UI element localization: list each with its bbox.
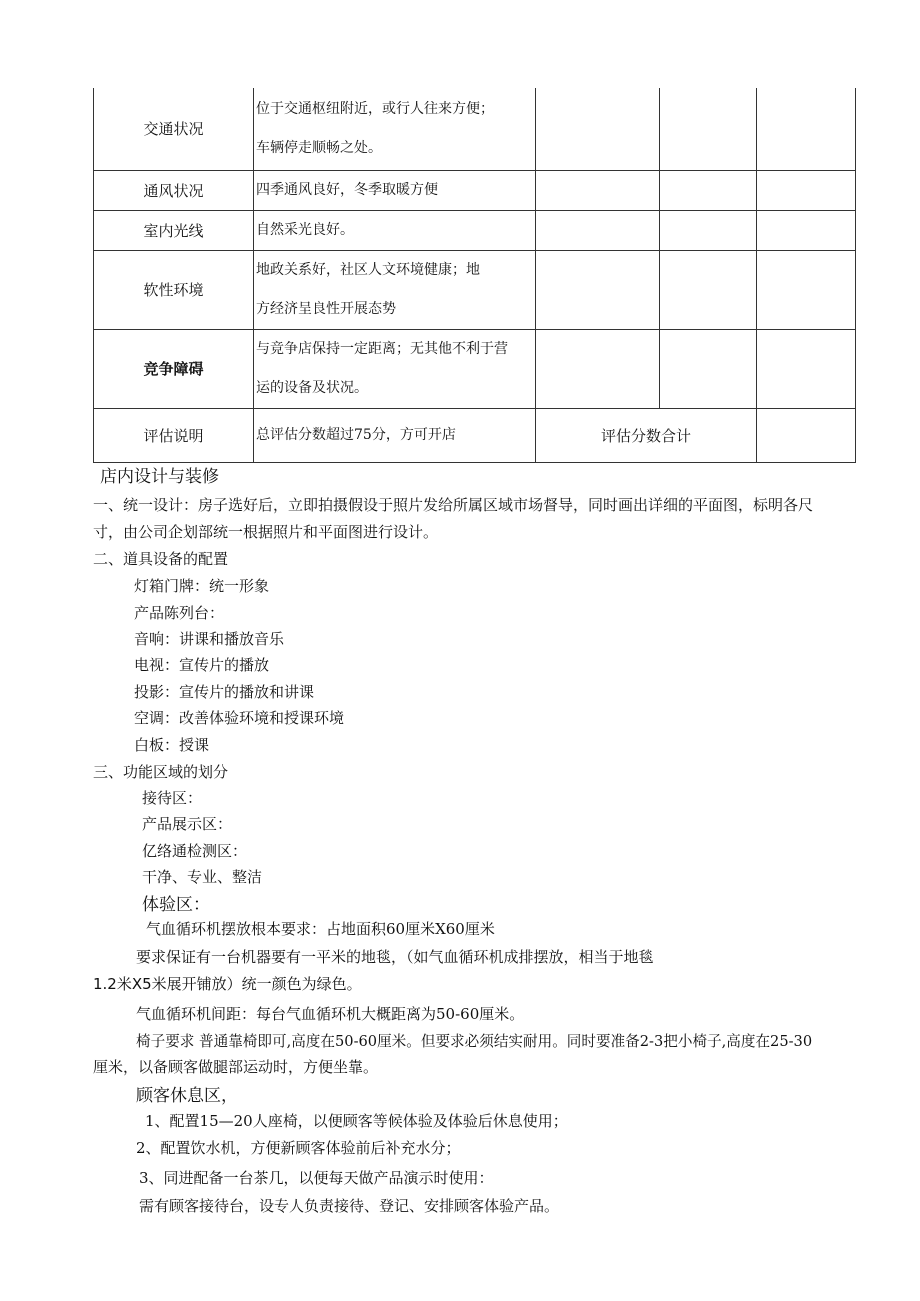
table-row <box>94 329 856 408</box>
table-row <box>94 408 856 462</box>
score-cell <box>660 329 757 408</box>
desc-line: 与竞争店保持一定距离；无其他不利于营 <box>256 340 508 357</box>
table-row <box>94 250 856 329</box>
section-heading: 店内设计与装修 <box>100 467 219 487</box>
row-desc-traffic <box>254 88 536 170</box>
score-cell <box>757 210 856 250</box>
total-score-label: 评估分数合计 <box>536 408 757 462</box>
row-label-soft-environment: 软性环境 <box>94 250 254 329</box>
equipment-item: 产品陈列台： <box>134 604 225 622</box>
table-row <box>94 170 856 210</box>
paragraph-line: 寸，由公司企划部统一根据照片和平面图进行设计。 <box>93 523 439 541</box>
row-label-competition: 竞争障碍 <box>94 329 254 408</box>
equipment-item: 电视：宣传片的播放 <box>134 656 270 674</box>
equipment-item: 灯箱门牌：统一形象 <box>134 577 270 595</box>
score-cell <box>660 250 757 329</box>
equipment-item: 白板：授课 <box>134 736 210 754</box>
desc-line: 运的设备及状况。 <box>256 379 368 396</box>
paragraph-line: 一、统一设计：房子选好后，立即拍摄假设于照片发给所属区域市场督导，同时画出详细的平面图，标明各尺 <box>93 496 814 514</box>
row-desc-ventilation <box>254 170 536 210</box>
list-item: 3、同进配备一台茶几，以便每天做产品演示时使用： <box>139 1169 494 1187</box>
zone-item: 干净、专业、整洁 <box>142 868 263 886</box>
desc-line: 地政关系好，社区人文环境健康；地 <box>256 261 480 278</box>
score-cell <box>757 170 856 210</box>
equipment-item: 空调：改善体验环境和授课环境 <box>134 709 345 727</box>
row-desc-soft-environment <box>254 250 536 329</box>
desc-line: 四季通风良好，冬季取暖方便 <box>256 181 438 198</box>
section-title: 二、道具设备的配置 <box>93 550 229 568</box>
total-score-cell <box>757 408 856 462</box>
summary-label: 评估说明 <box>94 408 254 462</box>
row-label-ventilation: 通风状况 <box>94 170 254 210</box>
desc-line: 位于交通枢纽附近，或行人往来方便； <box>256 100 494 117</box>
zone-item: 产品展示区： <box>142 815 233 833</box>
score-cell <box>757 88 856 170</box>
paragraph-line: 气血循环机间距：每台气血循环机大概距离为50-60厘米。 <box>136 1005 525 1023</box>
zone-heading: 顾客休息区， <box>136 1086 238 1106</box>
list-item: 2、配置饮水机，方便新顾客体验前后补充水分； <box>136 1139 461 1157</box>
list-item: 1、配置15—20人座椅，以便顾客等候体验及体验后休息使用； <box>145 1112 568 1130</box>
equipment-item: 音响：讲课和播放音乐 <box>134 630 285 648</box>
table-row <box>94 88 856 170</box>
row-desc-lighting <box>254 210 536 250</box>
score-cell <box>660 170 757 210</box>
desc-line: 自然采光良好。 <box>256 221 354 238</box>
score-cell <box>536 210 660 250</box>
zone-item: 接待区： <box>142 789 203 807</box>
desc-line: 车辆停走顺畅之处。 <box>256 139 382 156</box>
score-cell <box>536 329 660 408</box>
section-title: 三、功能区域的划分 <box>93 763 229 781</box>
evaluation-table <box>93 88 856 463</box>
score-cell <box>757 250 856 329</box>
paragraph-line: 气血循环机摆放根本要求：占地面积60厘米X60厘米 <box>146 920 495 938</box>
score-cell <box>757 329 856 408</box>
equipment-item: 投影：宣传片的播放和讲课 <box>134 683 315 701</box>
zone-item: 亿络通检测区： <box>142 842 248 860</box>
row-label-traffic: 交通状况 <box>94 88 254 170</box>
paragraph-line: 需有顾客接待台，设专人负责接待、登记、安排顾客体验产品。 <box>139 1197 560 1215</box>
paragraph-line: 椅子要求 普通靠椅即可,高度在50-60厘米。但要求必须结实耐用。同时要准备2-3把小椅子,高度在25-30 <box>136 1033 813 1050</box>
score-cell <box>536 170 660 210</box>
zone-heading: 体验区： <box>142 895 210 915</box>
paragraph-line: 厘米，以备顾客做腿部运动时，方便坐靠。 <box>93 1058 379 1076</box>
row-desc-competition <box>254 329 536 408</box>
paragraph-line: 1.2米X5米展开铺放）统一颜色为绿色。 <box>93 975 362 993</box>
score-cell <box>660 210 757 250</box>
score-cell <box>660 88 757 170</box>
paragraph-line: 要求保证有一台机器要有一平米的地毯，（如气血循环机成排摆放，相当于地毯 <box>136 948 654 966</box>
row-label-lighting: 室内光线 <box>94 210 254 250</box>
score-cell <box>536 88 660 170</box>
table-row <box>94 210 856 250</box>
desc-line: 方经济呈良性开展态势 <box>256 300 396 317</box>
summary-text: 总评估分数超过75分，方可开店 <box>254 408 536 462</box>
score-cell <box>536 250 660 329</box>
